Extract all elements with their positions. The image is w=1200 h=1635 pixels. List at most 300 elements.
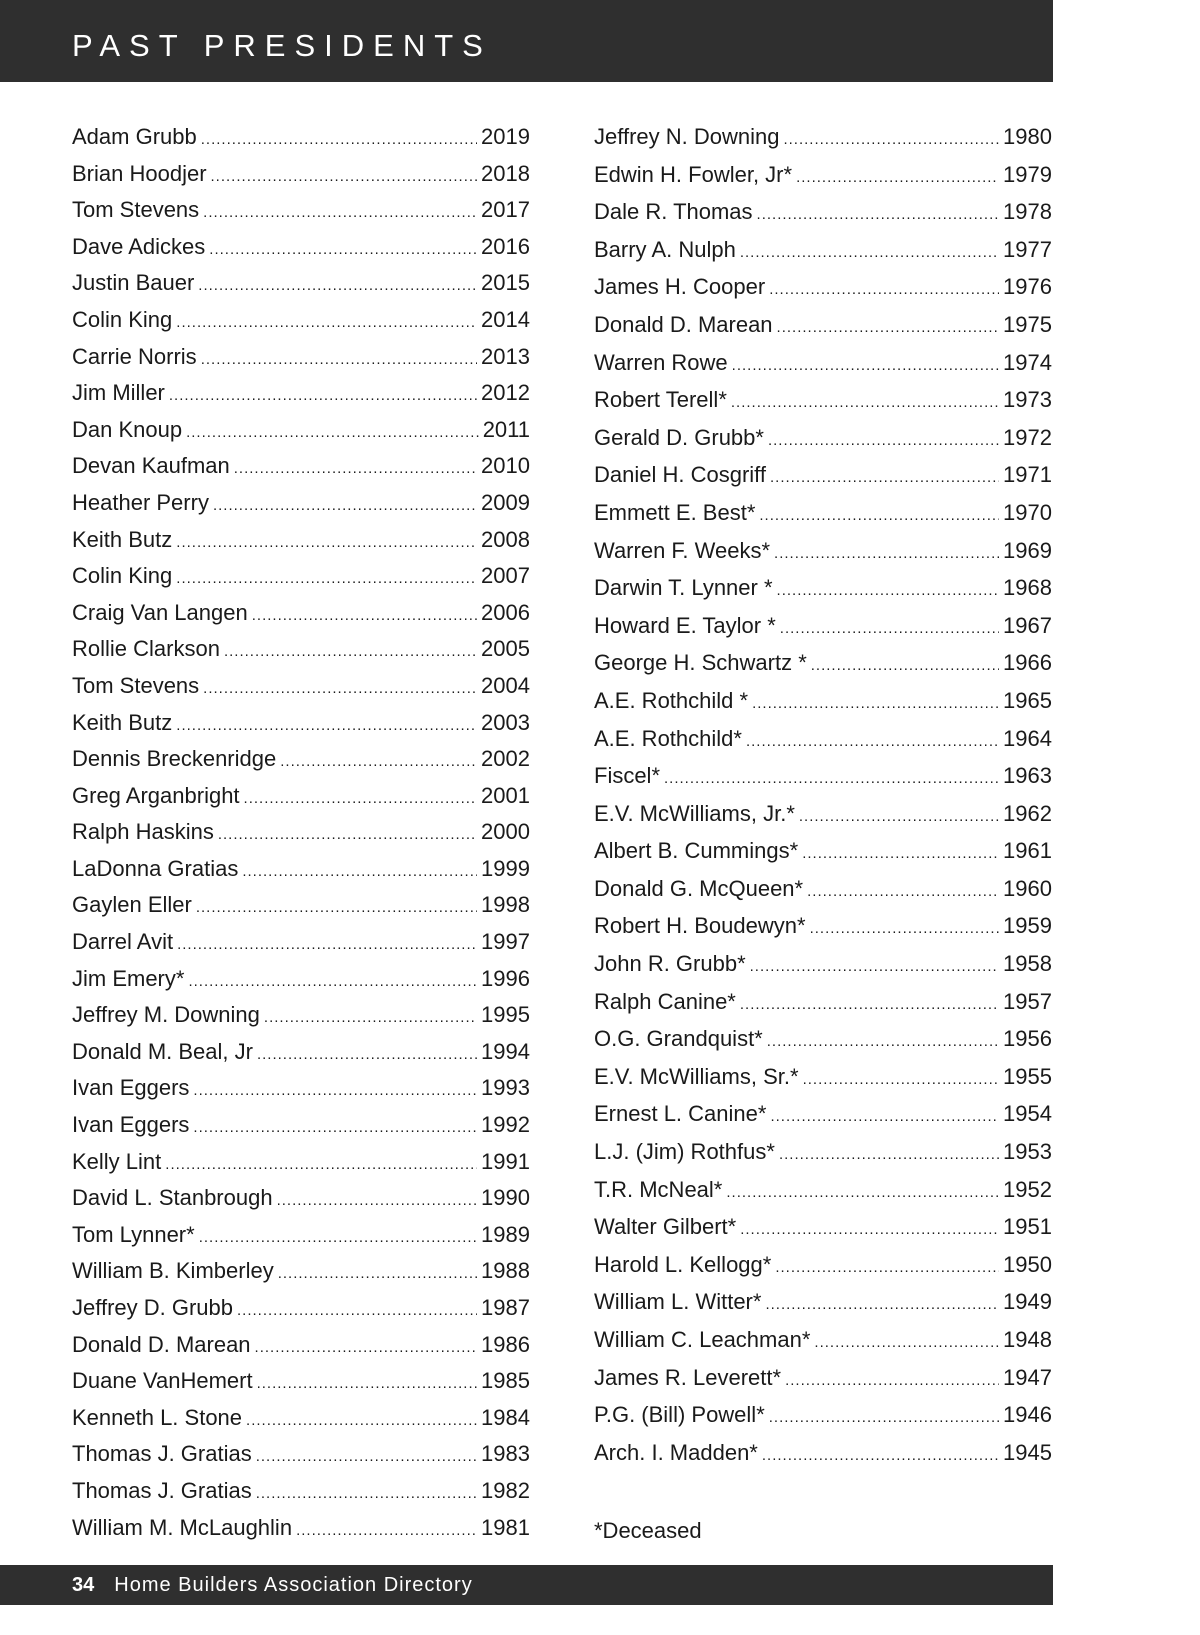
president-row bbox=[594, 1440, 1052, 1478]
president-year: 1987 bbox=[481, 1295, 530, 1320]
president-name: Robert H. Boudewyn* bbox=[594, 913, 806, 939]
president-row bbox=[594, 312, 1052, 350]
president-year: 1975 bbox=[1003, 311, 1052, 337]
president-row bbox=[72, 1332, 530, 1369]
left-column bbox=[72, 124, 530, 1551]
president-row bbox=[594, 1177, 1052, 1215]
president-name: Dave Adickes bbox=[72, 233, 206, 259]
president-row bbox=[72, 673, 530, 710]
dot-leader bbox=[768, 432, 999, 449]
page-number: 34 bbox=[72, 1573, 95, 1596]
president-name: Daniel H. Cosgriff bbox=[594, 462, 766, 488]
president-year: 2009 bbox=[481, 489, 530, 515]
president-year: 1980 bbox=[1003, 124, 1052, 149]
president-row bbox=[594, 951, 1052, 989]
president-name: Thomas J. Gratias bbox=[72, 1441, 252, 1467]
dot-leader bbox=[169, 387, 477, 404]
president-name: Jim Miller bbox=[72, 380, 165, 406]
header-bar bbox=[0, 0, 1053, 82]
president-name: Colin King bbox=[72, 306, 173, 332]
president-row bbox=[594, 350, 1052, 388]
president-name: Ralph Haskins bbox=[72, 819, 214, 845]
president-name: Justin Bauer bbox=[72, 270, 195, 296]
president-row bbox=[594, 913, 1052, 951]
president-name: A.E. Rothchild * bbox=[594, 687, 749, 713]
president-row bbox=[72, 1002, 530, 1039]
dot-leader bbox=[752, 695, 999, 712]
president-row bbox=[594, 726, 1052, 764]
president-year: 2017 bbox=[481, 197, 530, 223]
footnote: *Deceased bbox=[594, 1518, 702, 1543]
president-name: Brian Hoodjer bbox=[72, 160, 207, 186]
president-year: 2006 bbox=[481, 599, 530, 625]
dot-leader bbox=[257, 1046, 477, 1063]
president-year: 1983 bbox=[481, 1441, 530, 1467]
president-year: 2000 bbox=[481, 819, 530, 845]
president-year: 2015 bbox=[481, 270, 530, 296]
dot-leader bbox=[770, 1108, 999, 1125]
dot-leader bbox=[750, 958, 999, 975]
president-year: 1981 bbox=[481, 1514, 530, 1540]
president-name: Arch. I. Madden* bbox=[594, 1439, 758, 1465]
president-name: Rollie Clarkson bbox=[72, 636, 220, 662]
dot-leader bbox=[775, 1259, 999, 1276]
president-row bbox=[594, 763, 1052, 801]
dot-leader bbox=[264, 1009, 477, 1026]
president-row bbox=[72, 124, 530, 161]
dot-leader bbox=[796, 169, 999, 186]
president-name: Craig Van Langen bbox=[72, 599, 248, 625]
president-row bbox=[594, 801, 1052, 839]
president-year: 1992 bbox=[481, 1112, 530, 1138]
dot-leader bbox=[199, 1229, 477, 1246]
president-year: 1950 bbox=[1003, 1251, 1052, 1277]
president-row bbox=[594, 1365, 1052, 1403]
president-name: Albert B. Cummings* bbox=[594, 838, 799, 864]
president-name: P.G. (Bill) Powell* bbox=[594, 1402, 765, 1428]
president-row bbox=[72, 1368, 530, 1405]
president-name: Ivan Eggers bbox=[72, 1075, 190, 1101]
president-year: 2011 bbox=[482, 416, 530, 442]
president-row bbox=[594, 1327, 1052, 1365]
president-name: A.E. Rothchild* bbox=[594, 725, 742, 751]
president-name: James R. Leverett* bbox=[594, 1364, 782, 1390]
dot-leader bbox=[777, 319, 1000, 336]
president-year: 1990 bbox=[481, 1185, 530, 1211]
president-name: Kenneth L. Stone bbox=[72, 1404, 243, 1430]
president-year: 1979 bbox=[1003, 161, 1052, 187]
president-year: 1995 bbox=[481, 1002, 530, 1028]
president-row bbox=[72, 234, 530, 271]
president-row bbox=[72, 1295, 530, 1332]
president-year: 1988 bbox=[481, 1258, 530, 1284]
president-row bbox=[594, 1402, 1052, 1440]
president-name: Donald D. Marean bbox=[72, 1331, 251, 1357]
dot-leader bbox=[803, 1071, 999, 1088]
president-row bbox=[72, 746, 530, 783]
president-year: 2018 bbox=[481, 160, 530, 186]
president-name: Howard E. Taylor * bbox=[594, 612, 776, 638]
president-year: 1970 bbox=[1003, 499, 1052, 525]
president-year: 1968 bbox=[1003, 575, 1052, 601]
dot-leader bbox=[209, 241, 477, 258]
president-name: Keith Butz bbox=[72, 526, 173, 552]
dot-leader bbox=[767, 1033, 999, 1050]
dot-leader bbox=[774, 545, 999, 562]
president-row bbox=[594, 613, 1052, 651]
dot-leader bbox=[201, 131, 477, 148]
dot-leader bbox=[731, 394, 999, 411]
president-row bbox=[72, 197, 530, 234]
president-year: 2016 bbox=[481, 233, 530, 259]
president-name: Emmett E. Best* bbox=[594, 499, 756, 525]
president-year: 1959 bbox=[1003, 913, 1052, 939]
president-row bbox=[72, 966, 530, 1003]
president-year: 1973 bbox=[1003, 387, 1052, 413]
dot-leader bbox=[218, 826, 477, 843]
president-name: Ernest L. Canine* bbox=[594, 1101, 767, 1127]
president-name: Tom Lynner* bbox=[72, 1221, 195, 1247]
president-row bbox=[72, 1515, 530, 1552]
president-year: 1989 bbox=[481, 1221, 530, 1247]
dot-leader bbox=[770, 469, 999, 486]
president-row bbox=[72, 161, 530, 198]
president-year: 1996 bbox=[481, 965, 530, 991]
dot-leader bbox=[814, 1334, 999, 1351]
dot-leader bbox=[757, 206, 1000, 223]
president-row bbox=[594, 1139, 1052, 1177]
president-year: 1949 bbox=[1003, 1289, 1052, 1315]
president-row bbox=[594, 1026, 1052, 1064]
president-year: 1999 bbox=[481, 855, 530, 881]
president-year: 1956 bbox=[1003, 1026, 1052, 1052]
president-year: 1967 bbox=[1003, 612, 1052, 638]
president-row bbox=[594, 989, 1052, 1027]
president-year: 1952 bbox=[1003, 1176, 1052, 1202]
president-name: Jeffrey D. Grubb bbox=[72, 1295, 233, 1320]
president-row bbox=[72, 1149, 530, 1186]
dot-leader bbox=[802, 845, 999, 862]
dot-leader bbox=[783, 131, 999, 148]
president-name: Heather Perry bbox=[72, 489, 209, 515]
dot-leader bbox=[242, 863, 477, 880]
president-year: 1974 bbox=[1003, 349, 1052, 375]
right-column bbox=[594, 124, 1052, 1477]
president-year: 1957 bbox=[1003, 988, 1052, 1014]
president-name: Darwin T. Lynner * bbox=[594, 575, 773, 601]
president-row bbox=[72, 600, 530, 637]
president-name: Colin King bbox=[72, 563, 173, 589]
dot-leader bbox=[198, 277, 477, 294]
president-row bbox=[72, 783, 530, 820]
president-row bbox=[594, 274, 1052, 312]
president-row bbox=[72, 892, 530, 929]
dot-leader bbox=[252, 607, 477, 624]
dot-leader bbox=[664, 770, 999, 787]
president-name: William C. Leachman* bbox=[594, 1327, 811, 1352]
president-year: 2010 bbox=[481, 453, 530, 479]
dot-leader bbox=[244, 790, 478, 807]
president-name: Gerald D. Grubb* bbox=[594, 424, 764, 450]
dot-leader bbox=[237, 1302, 477, 1319]
president-year: 1994 bbox=[481, 1038, 530, 1064]
dot-leader bbox=[740, 244, 999, 261]
president-row bbox=[594, 199, 1052, 237]
president-year: 2001 bbox=[481, 782, 530, 808]
dot-leader bbox=[213, 497, 477, 514]
president-row bbox=[594, 838, 1052, 876]
president-name: William L. Witter* bbox=[594, 1289, 762, 1315]
page-title: PAST PRESIDENTS bbox=[72, 28, 492, 63]
dot-leader bbox=[810, 920, 999, 937]
president-name: Robert Terell* bbox=[594, 387, 727, 413]
president-name: Jim Emery* bbox=[72, 965, 185, 991]
dot-leader bbox=[188, 973, 477, 990]
dot-leader bbox=[280, 753, 477, 770]
president-year: 1954 bbox=[1003, 1101, 1052, 1127]
president-name: Jeffrey M. Downing bbox=[72, 1002, 260, 1028]
president-year: 1997 bbox=[481, 929, 530, 955]
president-year: 2004 bbox=[481, 672, 530, 698]
dot-leader bbox=[176, 534, 477, 551]
dot-leader bbox=[777, 582, 1000, 599]
president-name: Thomas J. Gratias bbox=[72, 1477, 252, 1503]
president-row bbox=[72, 453, 530, 490]
dot-leader bbox=[769, 281, 999, 298]
president-row bbox=[72, 929, 530, 966]
president-name: George H. Schwartz * bbox=[594, 650, 807, 676]
dot-leader bbox=[165, 1156, 477, 1173]
president-row bbox=[594, 1289, 1052, 1327]
footer-bar bbox=[0, 1565, 1053, 1605]
dot-leader bbox=[779, 1146, 999, 1163]
president-row bbox=[594, 1101, 1052, 1139]
dot-leader bbox=[193, 1082, 477, 1099]
dot-leader bbox=[203, 204, 477, 221]
president-year: 1984 bbox=[481, 1404, 530, 1430]
president-year: 1945 bbox=[1003, 1439, 1052, 1465]
dot-leader bbox=[811, 657, 999, 674]
dot-leader bbox=[740, 1221, 999, 1238]
president-year: 1986 bbox=[481, 1331, 530, 1357]
president-name: Darrel Avit bbox=[72, 929, 174, 955]
president-name: James H. Cooper bbox=[594, 274, 766, 300]
president-year: 2019 bbox=[481, 124, 530, 149]
dot-leader bbox=[746, 733, 999, 750]
president-name: Barry A. Nulph bbox=[594, 236, 736, 262]
president-row bbox=[72, 417, 530, 454]
president-row bbox=[72, 1478, 530, 1515]
president-year: 2002 bbox=[481, 746, 530, 772]
dot-leader bbox=[759, 507, 999, 524]
president-row bbox=[72, 270, 530, 307]
president-row bbox=[594, 876, 1052, 914]
president-row bbox=[72, 1258, 530, 1295]
president-row bbox=[594, 162, 1052, 200]
president-year: 1960 bbox=[1003, 875, 1052, 901]
dot-leader bbox=[277, 1192, 477, 1209]
president-row bbox=[72, 856, 530, 893]
president-year: 1971 bbox=[1003, 462, 1052, 488]
president-name: Dan Knoup bbox=[72, 416, 183, 442]
president-row bbox=[72, 490, 530, 527]
president-year: 1963 bbox=[1003, 763, 1052, 789]
president-year: 2003 bbox=[481, 709, 530, 735]
president-row bbox=[72, 1185, 530, 1222]
president-row bbox=[594, 387, 1052, 425]
president-name: Greg Arganbright bbox=[72, 782, 240, 808]
president-row bbox=[72, 1222, 530, 1259]
president-name: Warren F. Weeks* bbox=[594, 537, 771, 563]
dot-leader bbox=[799, 808, 999, 825]
president-row bbox=[72, 710, 530, 747]
dot-leader bbox=[726, 1184, 999, 1201]
president-name: John R. Grubb* bbox=[594, 951, 746, 977]
president-row bbox=[72, 636, 530, 673]
president-row bbox=[594, 1252, 1052, 1290]
president-row bbox=[594, 462, 1052, 500]
president-name: L.J. (Jim) Rothfus* bbox=[594, 1139, 775, 1165]
dot-leader bbox=[211, 168, 478, 185]
president-year: 1969 bbox=[1003, 537, 1052, 563]
president-name: Duane VanHemert bbox=[72, 1368, 253, 1394]
dot-leader bbox=[176, 717, 477, 734]
president-year: 2013 bbox=[481, 343, 530, 369]
dot-leader bbox=[193, 1119, 477, 1136]
dot-leader bbox=[201, 351, 477, 368]
president-year: 2005 bbox=[481, 636, 530, 662]
dot-leader bbox=[256, 1448, 477, 1465]
president-name: Ivan Eggers bbox=[72, 1112, 190, 1138]
president-name: David L. Stanbrough bbox=[72, 1185, 273, 1211]
dot-leader bbox=[762, 1447, 999, 1464]
dot-leader bbox=[256, 1485, 477, 1502]
president-row bbox=[594, 500, 1052, 538]
president-year: 1991 bbox=[481, 1148, 530, 1174]
dot-leader bbox=[186, 424, 479, 441]
president-row bbox=[72, 527, 530, 564]
president-year: 1948 bbox=[1003, 1327, 1052, 1352]
president-row bbox=[72, 1441, 530, 1478]
president-name: Donald M. Beal, Jr bbox=[72, 1038, 253, 1064]
president-year: 1985 bbox=[481, 1368, 530, 1394]
president-name: T.R. McNeal* bbox=[594, 1176, 723, 1202]
dot-leader bbox=[740, 996, 999, 1013]
president-name: Kelly Lint bbox=[72, 1148, 162, 1174]
president-name: Devan Kaufman bbox=[72, 453, 230, 479]
dot-leader bbox=[278, 1265, 477, 1282]
president-name: Carrie Norris bbox=[72, 343, 197, 369]
president-name: E.V. McWilliams, Jr.* bbox=[594, 800, 795, 826]
president-row bbox=[72, 1075, 530, 1112]
president-year: 1958 bbox=[1003, 951, 1052, 977]
dot-leader bbox=[224, 643, 477, 660]
president-name: Dale R. Thomas bbox=[594, 199, 753, 225]
dot-leader bbox=[196, 899, 477, 916]
president-name: Ralph Canine* bbox=[594, 988, 736, 1014]
president-year: 2007 bbox=[481, 563, 530, 589]
dot-leader bbox=[780, 620, 999, 637]
dot-leader bbox=[769, 1409, 999, 1426]
president-row bbox=[594, 688, 1052, 726]
president-year: 1976 bbox=[1003, 274, 1052, 300]
president-row bbox=[594, 538, 1052, 576]
president-year: 1947 bbox=[1003, 1364, 1052, 1390]
president-name: Donald G. McQueen* bbox=[594, 875, 804, 901]
president-name: Donald D. Marean bbox=[594, 311, 773, 337]
president-row bbox=[594, 650, 1052, 688]
president-row bbox=[594, 124, 1052, 162]
president-year: 1953 bbox=[1003, 1139, 1052, 1165]
president-row bbox=[594, 237, 1052, 275]
president-year: 1951 bbox=[1003, 1214, 1052, 1240]
president-name: Dennis Breckenridge bbox=[72, 746, 277, 772]
dot-leader bbox=[177, 936, 477, 953]
dot-leader bbox=[807, 883, 999, 900]
president-year: 1955 bbox=[1003, 1063, 1052, 1089]
president-name: LaDonna Gratias bbox=[72, 855, 239, 881]
president-row bbox=[72, 307, 530, 344]
dot-leader bbox=[176, 570, 477, 587]
president-name: E.V. McWilliams, Sr.* bbox=[594, 1063, 799, 1089]
president-row bbox=[72, 1039, 530, 1076]
president-name: Tom Stevens bbox=[72, 672, 200, 698]
president-year: 1961 bbox=[1003, 838, 1052, 864]
president-name: Warren Rowe bbox=[594, 349, 728, 375]
president-row bbox=[594, 425, 1052, 463]
president-year: 2012 bbox=[481, 380, 530, 406]
president-row bbox=[72, 344, 530, 381]
president-name: Edwin H. Fowler, Jr* bbox=[594, 161, 793, 187]
president-year: 1998 bbox=[481, 892, 530, 918]
footer-text: Home Builders Association Directory bbox=[114, 1573, 473, 1596]
president-name: William M. McLaughlin bbox=[72, 1514, 293, 1540]
dot-leader bbox=[176, 314, 477, 331]
president-row bbox=[594, 1214, 1052, 1252]
dot-leader bbox=[732, 357, 999, 374]
president-name: Walter Gilbert* bbox=[594, 1214, 737, 1240]
president-year: 1962 bbox=[1003, 800, 1052, 826]
president-year: 1946 bbox=[1003, 1402, 1052, 1428]
dot-leader bbox=[765, 1296, 999, 1313]
dot-leader bbox=[234, 460, 477, 477]
president-year: 2008 bbox=[481, 526, 530, 552]
dot-leader bbox=[255, 1339, 478, 1356]
president-year: 1978 bbox=[1003, 199, 1052, 225]
president-name: O.G. Grandquist* bbox=[594, 1026, 763, 1052]
president-year: 1972 bbox=[1003, 424, 1052, 450]
dot-leader bbox=[246, 1412, 477, 1429]
president-name: Keith Butz bbox=[72, 709, 173, 735]
president-year: 1993 bbox=[481, 1075, 530, 1101]
president-year: 1964 bbox=[1003, 725, 1052, 751]
president-year: 2014 bbox=[481, 306, 530, 332]
president-name: Gaylen Eller bbox=[72, 892, 192, 918]
president-year: 1965 bbox=[1003, 687, 1052, 713]
president-year: 1977 bbox=[1003, 236, 1052, 262]
president-row bbox=[72, 380, 530, 417]
president-name: Fiscel* bbox=[594, 763, 661, 789]
president-row bbox=[72, 819, 530, 856]
dot-leader bbox=[203, 680, 477, 697]
president-name: Adam Grubb bbox=[72, 124, 197, 149]
president-row bbox=[594, 575, 1052, 613]
president-name: Tom Stevens bbox=[72, 197, 200, 223]
president-year: 1982 bbox=[481, 1477, 530, 1503]
president-year: 1966 bbox=[1003, 650, 1052, 676]
president-row bbox=[594, 1064, 1052, 1102]
president-row bbox=[72, 1112, 530, 1149]
